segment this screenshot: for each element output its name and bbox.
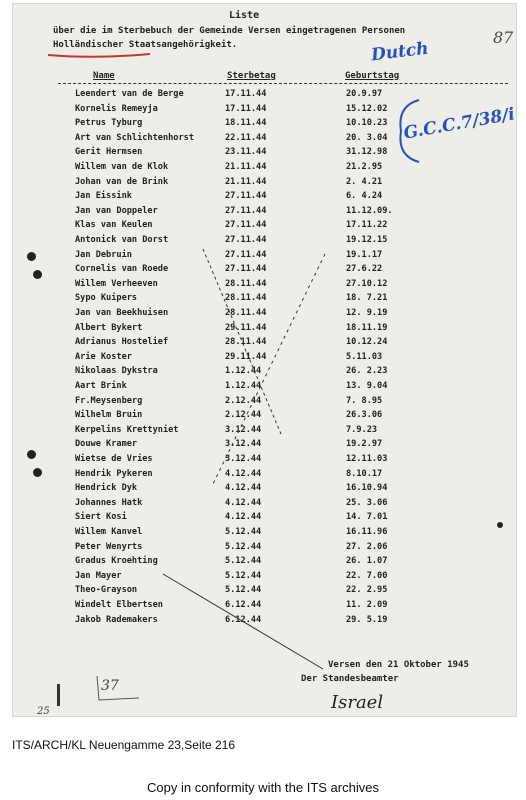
entry-name: Arie Koster xyxy=(75,351,132,362)
entry-death-date: 27.11.44 xyxy=(225,264,267,275)
entry-birth-date: 26.3.06 xyxy=(346,410,383,421)
closing-role: Der Standesbeamter xyxy=(301,674,399,684)
entry-death-date: 4.12.44 xyxy=(225,512,262,523)
entry-name: Willem Kanvel xyxy=(75,527,143,537)
entry-death-date: 29.11.44 xyxy=(225,322,267,333)
entry-birth-date: 29. 5.19 xyxy=(346,614,388,625)
entry-death-date: 27.11.44 xyxy=(225,191,267,202)
entry-death-date: 5.12.44 xyxy=(225,527,262,537)
copy-notice: Copy in conformity with the ITS archives xyxy=(147,780,379,795)
column-header-death: Sterbetag xyxy=(227,71,276,81)
entry-birth-date: 13. 9.04 xyxy=(346,381,388,391)
entry-birth-date: 16.11.96 xyxy=(346,527,388,537)
entry-birth-date: 11. 2.09 xyxy=(346,600,388,610)
entry-birth-date: 15.12.02 xyxy=(346,103,388,114)
punch-hole xyxy=(33,270,42,279)
entry-name: Johan van de Brink xyxy=(75,176,169,187)
entry-birth-date: 19.12.15 xyxy=(346,235,388,245)
entry-death-date: 27.11.44 xyxy=(225,220,267,231)
entry-birth-date: 6. 4.24 xyxy=(346,191,383,202)
entry-birth-date: 27.6.22 xyxy=(346,264,383,275)
entry-name: Albert Bykert xyxy=(75,322,143,333)
entry-death-date: 28.11.44 xyxy=(225,293,267,304)
page-number: 87 xyxy=(493,28,514,47)
entry-birth-date: 14. 7.01 xyxy=(346,512,388,523)
entry-death-date: 5.12.44 xyxy=(225,570,262,581)
entry-name: Antonick van Dorst xyxy=(75,235,169,245)
entry-name: Leendert van de Berge xyxy=(75,89,184,99)
entry-birth-date: 19.1.17 xyxy=(346,249,383,260)
entry-name: Hendrik Pykeren xyxy=(75,468,153,479)
entry-name: Petrus Tyburg xyxy=(75,118,143,129)
punch-hole xyxy=(27,252,36,261)
entry-name: Windelt Elbertsen xyxy=(75,600,163,610)
entry-name: Aart Brink xyxy=(75,381,127,391)
entry-birth-date: 2. 4.21 xyxy=(346,176,383,187)
punch-hole xyxy=(27,450,36,459)
entry-death-date: 22.11.44 xyxy=(225,132,267,143)
handwritten-number-25: 25 xyxy=(37,706,50,717)
entry-death-date: 18.11.44 xyxy=(225,118,267,129)
entry-name: Willem van de Klok xyxy=(75,162,169,172)
handwritten-dutch-note: Dutch xyxy=(369,38,430,66)
closing-place-date: Versen den 21 Oktober 1945 xyxy=(328,660,469,670)
entry-death-date: 23.11.44 xyxy=(225,147,267,158)
column-header-name: Name xyxy=(93,71,115,81)
entry-name: Jan Eissink xyxy=(75,191,132,202)
entry-birth-date: 10.12.24 xyxy=(346,337,388,348)
entry-death-date: 5.12.44 xyxy=(225,541,262,552)
entry-death-date: 1.12.44 xyxy=(225,381,262,391)
entry-death-date: 28.11.44 xyxy=(225,278,267,289)
entry-name: Jan van Beekhuisen xyxy=(75,308,169,318)
entry-birth-date: 7. 8.95 xyxy=(346,395,383,406)
entry-name: Kornelis Remeyja xyxy=(75,103,158,114)
entry-death-date: 1.12.44 xyxy=(225,366,262,377)
entry-death-date: 29.11.44 xyxy=(225,351,267,362)
entry-name: Wietse de Vries xyxy=(75,454,153,464)
entry-death-date: 21.11.44 xyxy=(225,176,267,187)
entry-birth-date: 20.9.97 xyxy=(346,89,383,99)
entry-birth-date: 18.11.19 xyxy=(346,322,388,333)
entry-name: Art van Schlichtenhorst xyxy=(75,132,194,143)
entry-death-date: 27.11.44 xyxy=(225,205,267,216)
entry-death-date: 21.11.44 xyxy=(225,162,267,172)
entry-death-date: 3.12.44 xyxy=(225,439,262,450)
header-line-2: Holländischer Staatsangehörigkeit. xyxy=(53,40,238,50)
archive-document xyxy=(12,3,517,717)
entry-birth-date: 12. 9.19 xyxy=(346,308,388,318)
entry-birth-date: 18. 7.21 xyxy=(346,293,388,304)
entry-birth-date: 27. 2.06 xyxy=(346,541,388,552)
entry-birth-date: 31.12.98 xyxy=(346,147,388,158)
entry-death-date: 4.12.44 xyxy=(225,468,262,479)
entry-birth-date: 11.12.09. xyxy=(346,205,393,216)
entry-birth-date: 10.10.23 xyxy=(346,118,388,129)
handwritten-gcc-note: G.C.C.7/38/i xyxy=(402,104,517,144)
entry-name: Hendrick Dyk xyxy=(75,483,138,494)
entry-birth-date: 7.9.23 xyxy=(346,424,378,435)
entry-death-date: 17.11.44 xyxy=(225,103,267,114)
entry-name: Klas van Keulen xyxy=(75,220,153,231)
entry-birth-date: 16.10.94 xyxy=(346,483,388,494)
entry-name: Theo-Grayson xyxy=(75,585,138,596)
entry-name: Sypo Kuipers xyxy=(75,293,138,304)
entry-death-date: 6.12.44 xyxy=(225,614,262,625)
header-line-1: über die im Sterbebuch der Gemeinde Versen eingetragenen Personen xyxy=(53,26,406,36)
entry-name: Wilhelm Bruin xyxy=(75,410,143,421)
entry-birth-date: 8.10.17 xyxy=(346,468,383,479)
entry-name: Gerit Hermsen xyxy=(75,147,143,158)
entry-name: Jan van Doppeler xyxy=(75,205,158,216)
entry-birth-date: 20. 3.04 xyxy=(346,132,388,143)
handwritten-number-37: 37 xyxy=(101,678,119,694)
punch-hole xyxy=(33,468,42,477)
entry-name: Douwe Kramer xyxy=(75,439,138,450)
entry-name: Willem Verheeven xyxy=(75,278,158,289)
entry-death-date: 3.12.44 xyxy=(225,454,262,464)
entry-death-date: 2.12.44 xyxy=(225,410,262,421)
entry-birth-date: 22. 2.95 xyxy=(346,585,388,596)
entry-death-date: 4.12.44 xyxy=(225,483,262,494)
document-title: Liste xyxy=(229,10,260,21)
entry-death-date: 3.12.44 xyxy=(225,424,262,435)
entry-birth-date: 5.11.03 xyxy=(346,351,383,362)
entry-birth-date: 25. 3.06 xyxy=(346,497,388,508)
archive-source-label: ITS/ARCH/KL Neuengamme 23,Seite 216 xyxy=(12,738,236,752)
entry-name: Siert Kosi xyxy=(75,512,127,523)
entry-death-date: 27.11.44 xyxy=(225,235,267,245)
entry-name: Jan Debruin xyxy=(75,249,132,260)
ink-stroke-mark xyxy=(57,684,60,706)
entry-death-date: 17.11.44 xyxy=(225,89,267,99)
entry-death-date: 27.11.44 xyxy=(225,249,267,260)
entry-name: Cornelis van Roede xyxy=(75,264,169,275)
column-header-birth: Geburtstag xyxy=(345,71,400,81)
entry-name: Johannes Hatk xyxy=(75,497,143,508)
entry-birth-date: 12.11.03 xyxy=(346,454,388,464)
entry-birth-date: 19.2.97 xyxy=(346,439,383,450)
entry-birth-date: 27.10.12 xyxy=(346,278,388,289)
entry-name: Jakob Rademakers xyxy=(75,614,158,625)
pencil-check-lines xyxy=(13,4,516,716)
entry-name: Fr.Meysenberg xyxy=(75,395,143,406)
entry-death-date: 5.12.44 xyxy=(225,585,262,596)
entry-death-date: 5.12.44 xyxy=(225,556,262,567)
entry-birth-date: 26. 1.07 xyxy=(346,556,388,567)
entry-death-date: 28.11.44 xyxy=(225,308,267,318)
entry-name: Peter Wenyrts xyxy=(75,541,143,552)
entry-name: Nikolaas Dykstra xyxy=(75,366,158,377)
entry-birth-date: 17.11.22 xyxy=(346,220,388,231)
entry-birth-date: 21.2.95 xyxy=(346,162,383,172)
punch-hole xyxy=(497,522,503,528)
entry-name: Kerpelins Krettyniet xyxy=(75,424,179,435)
entry-death-date: 4.12.44 xyxy=(225,497,262,508)
entry-name: Gradus Kroehting xyxy=(75,556,158,567)
entry-death-date: 28.11.44 xyxy=(225,337,267,348)
entry-death-date: 6.12.44 xyxy=(225,600,262,610)
signature: Israel xyxy=(331,692,384,713)
entry-death-date: 2.12.44 xyxy=(225,395,262,406)
entry-name: Jan Mayer xyxy=(75,570,122,581)
entry-birth-date: 26. 2.23 xyxy=(346,366,388,377)
entry-birth-date: 22. 7.00 xyxy=(346,570,388,581)
entry-name: Adrianus Hostelief xyxy=(75,337,169,348)
